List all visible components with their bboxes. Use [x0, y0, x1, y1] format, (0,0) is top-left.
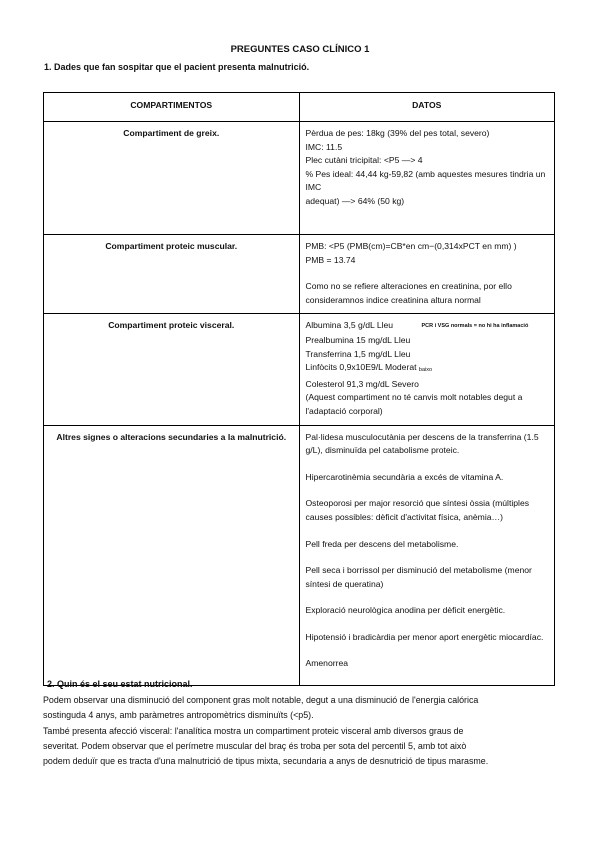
data-line: Pèrdua de pes: 18kg (39% del pes total, severo) [305, 128, 490, 138]
row-label-other-signs: Altres signes o alteracions secundaries a la malnutrició. [44, 425, 300, 685]
data-line: PMB: <P5 (PMB(cm)=CB*en cm−(0,314xPCT en mm) ) [305, 241, 517, 251]
question-1-heading: 1. Dades que fan sospitar que el pacient presenta malnutrició. [44, 62, 310, 72]
data-line: Albumina 3,5 g/dL Lleu [305, 320, 394, 331]
data-line: Transferrina 1,5 mg/dL Lleu [305, 348, 411, 359]
answer-line: podem deduïr que es tracta d'una malnutrició de tipus mixta, secundaria a anys de desnutrició de tipus marasme. [43, 756, 489, 767]
data-line: IMC: 11.5 [305, 141, 343, 152]
row-label-fat: Compartiment de greix. [44, 122, 300, 235]
data-line: % Pes ideal: 44,44 kg-59,82 (amb aquestes mesures tindria un IMC [305, 168, 546, 193]
answer-line: Podem observar una disminució del component gras molt notable, degut a una disminució de l'energia calórica [43, 695, 479, 705]
data-line: Plec cutàni tricipital: <P5 —> 4 [305, 155, 423, 166]
table-row [44, 235, 555, 314]
data-line: Prealbumina 15 mg/dL Lleu [305, 334, 411, 345]
data-line: l'adaptació corporal) [305, 405, 383, 416]
data-line: PMB = 13.74 [305, 254, 356, 265]
question-2-heading: 2. Quin és el seu estat nutricional. [47, 679, 193, 689]
spacer [306, 267, 549, 280]
answer-line: severitat. Podem observar que el perímetre muscular del braç és troba per sota del percentil 5, amb tot això [43, 740, 467, 751]
sign-paragraph: Pell freda per descens del metabolisme. [305, 538, 459, 549]
sign-paragraph: Hipercarotinèmia secundària a excés de vitamina A. [305, 471, 504, 482]
row-label-visceral: Compartiment proteic visceral. [44, 314, 300, 425]
table-row [44, 314, 555, 425]
row-data-visceral [299, 314, 555, 425]
data-line: Colesterol 91,3 mg/dL Severo [305, 378, 419, 389]
sign-paragraph: Exploració neurològica anodina per dèficit energètic. [305, 605, 506, 616]
malnutrition-table [43, 92, 555, 686]
data-line: Como no se refiere alteraciones en creatinina, por ello [305, 281, 512, 292]
sign-paragraph: Pell seca i borrissol per disminució del metabolisme (menor síntesi de queratina) [305, 565, 532, 589]
data-line: adequat) —> 64% (50 kg) [305, 195, 405, 206]
header-data: DATOS [299, 93, 555, 122]
header-compartments: COMPARTIMENTOS [44, 93, 300, 122]
page-title: PREGUNTES CASO CLÍNICO 1 [230, 44, 370, 55]
table-header-row [44, 93, 555, 122]
sign-paragraph: Amenorrea [305, 658, 349, 669]
question-2-answer [43, 693, 558, 769]
row-data-fat [299, 122, 555, 235]
sign-paragraph: Hipotensió i bradicàrdia per menor aport energètic miocardíac. [305, 631, 544, 642]
answer-line: sostinguda 4 anys, amb paràmetres antropomètrics disminuïts (<p5). [43, 710, 314, 721]
row-data-other-signs [299, 425, 555, 685]
sign-paragraph: Pal·lidesa musculocutània per descens de la transferrina (1.5 g/L), disminuïda pel catabolisme proteic. [305, 431, 539, 456]
data-line: consideramnos indice creatinina altura normal [305, 294, 481, 305]
data-line: Linfòcits 0,9x10E9/L Moderat [305, 362, 417, 373]
row-label-muscle: Compartiment proteic muscular. [44, 235, 300, 314]
data-line: (Aquest compartiment no té canvis molt notables degut a [305, 392, 523, 403]
sign-paragraph: Osteoporosi per major resorció que síntesi òssia (múltiples causes possibles: dèficit d'activitat física, anèmia…) [305, 498, 530, 522]
row-data-muscle [299, 235, 555, 314]
table-row [44, 122, 555, 235]
answer-line: També presenta afecció visceral: l'analítica mostra un compartiment proteic visceral amb diversos graus de [43, 725, 464, 736]
inflammation-note: PCR i VSG normals = no hi ha inflamació [421, 323, 529, 330]
subscript-note: baixo [418, 367, 433, 374]
table-row [44, 425, 555, 685]
